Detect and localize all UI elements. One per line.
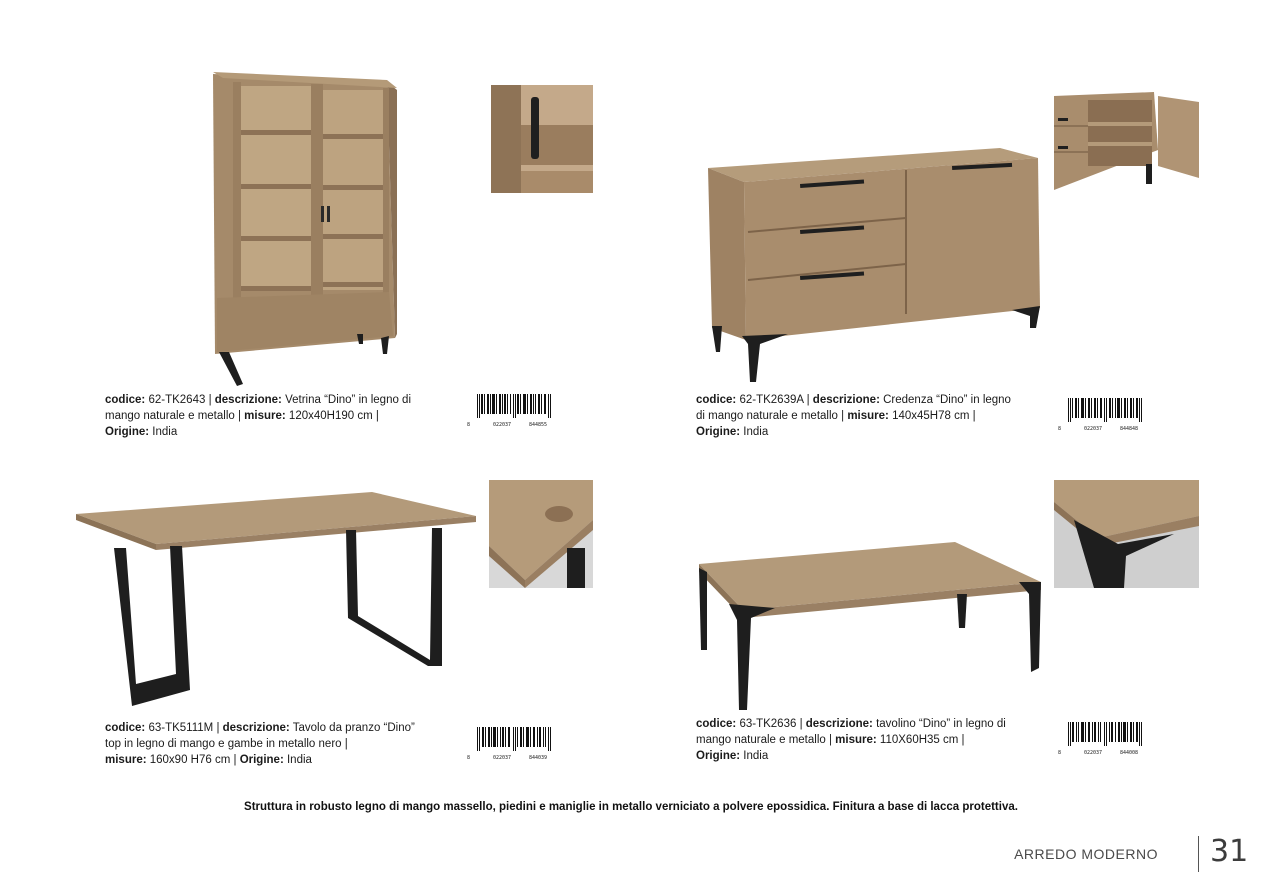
origin-value: India (743, 426, 769, 438)
barcode-digits: 022037 (493, 755, 512, 761)
measures-label: misure: (244, 410, 286, 422)
product-caption-coffee-table: codice: 63-TK2636 | descrizione: tavolino “Dino” in legno di mango naturale e metallo | misure: 110X60H35 cm | Origine: India (696, 718, 1006, 762)
measures-value: 140x45H78 cm | (892, 410, 976, 422)
description-text-cont: top in legno di mango e gambe in metallo nero | (105, 738, 348, 750)
measures-label: misure: (847, 410, 889, 422)
code-label: codice: (105, 394, 146, 406)
barcode (467, 727, 553, 761)
footer-divider (1198, 836, 1199, 872)
origin-label: Origine: (696, 426, 741, 438)
coffee-table-detail-photo (1054, 480, 1199, 588)
measures-label: misure: (105, 754, 147, 766)
sideboard-detail-photo (1054, 90, 1199, 192)
product-code: 62-TK2643 (148, 394, 206, 406)
barcode-digits: 844855 (529, 422, 548, 428)
barcode-digits: 022037 (1084, 426, 1103, 432)
description-text: Credenza “Dino” in legno (883, 394, 1011, 406)
coffee-table-photo (695, 538, 1047, 713)
description-text-cont: di mango naturale e metallo | (696, 410, 845, 422)
dining-table-detail-photo (489, 480, 593, 588)
sideboard-photo (700, 140, 1045, 385)
description-text-cont: mango naturale e metallo | (105, 410, 241, 422)
barcode-digits: 022037 (493, 422, 512, 428)
barcode-digits: 8 (467, 755, 471, 761)
measures-value: 160x90 H76 cm | (149, 754, 237, 766)
product-caption-dining-table: codice: 63-TK5111M | descrizione: Tavolo da pranzo “Dino” top in legno di mango e gambe in metallo nero | misure: 160x90 H76 cm | Origine: India (105, 722, 415, 766)
materials-footnote: Struttura in robusto legno di mango massello, piedini e maniglie in metallo verniciato a polvere epossidica. Finitura a base di lacca protettiva. (244, 801, 1018, 813)
barcode (1058, 398, 1144, 432)
product-caption-sideboard: codice: 62-TK2639A | descrizione: Credenza “Dino” in legno di mango naturale e metallo | misure: 140x45H78 cm | Origine: India (696, 394, 1011, 438)
vitrine-photo (205, 68, 405, 390)
product-caption-vitrine: codice: 62-TK2643 | descrizione: Vetrina “Dino” in legno di mango naturale e metallo | misure: 120x40H190 cm | Origine: India (105, 394, 412, 438)
origin-value: India (743, 750, 769, 762)
page-number: 31 (1210, 834, 1249, 869)
barcode-digits: 844848 (1120, 426, 1139, 432)
dining-table-photo (72, 488, 482, 710)
barcode (467, 394, 553, 428)
description-text-cont: mango naturale e metallo | (696, 734, 832, 746)
origin-label: Origine: (696, 750, 741, 762)
code-label: codice: (105, 722, 146, 734)
barcode-digits: 844039 (529, 755, 548, 761)
barcode-digits: 022037 (1084, 750, 1103, 756)
origin-label: Origine: (239, 754, 284, 766)
section-title: ARREDO MODERNO (1014, 846, 1158, 862)
measures-value: 110X60H35 cm | (879, 734, 965, 746)
description-text: tavolino “Dino” in legno di (876, 718, 1006, 730)
product-code: 62-TK2639A (739, 394, 804, 406)
barcode-digits: 8 (1058, 750, 1062, 756)
measures-label: misure: (835, 734, 877, 746)
barcode-digits: 844008 (1120, 750, 1139, 756)
origin-value: India (152, 426, 178, 438)
code-label: codice: (696, 394, 737, 406)
description-label: descrizione: (812, 394, 880, 406)
product-code: 63-TK2636 (739, 718, 797, 730)
barcode-digits: 8 (467, 422, 471, 428)
barcode (1058, 722, 1144, 756)
barcode-digits: 8 (1058, 426, 1062, 432)
description-label: descrizione: (222, 722, 290, 734)
product-code: 63-TK5111M (148, 722, 214, 734)
vitrine-detail-photo (491, 85, 593, 193)
description-text: Tavolo da pranzo “Dino” (292, 722, 415, 734)
description-label: descrizione: (805, 718, 873, 730)
measures-value: 120x40H190 cm | (288, 410, 379, 422)
origin-label: Origine: (105, 426, 150, 438)
description-label: descrizione: (214, 394, 282, 406)
origin-value: India (286, 754, 312, 766)
code-label: codice: (696, 718, 737, 730)
description-text: Vetrina “Dino” in legno di (285, 394, 412, 406)
